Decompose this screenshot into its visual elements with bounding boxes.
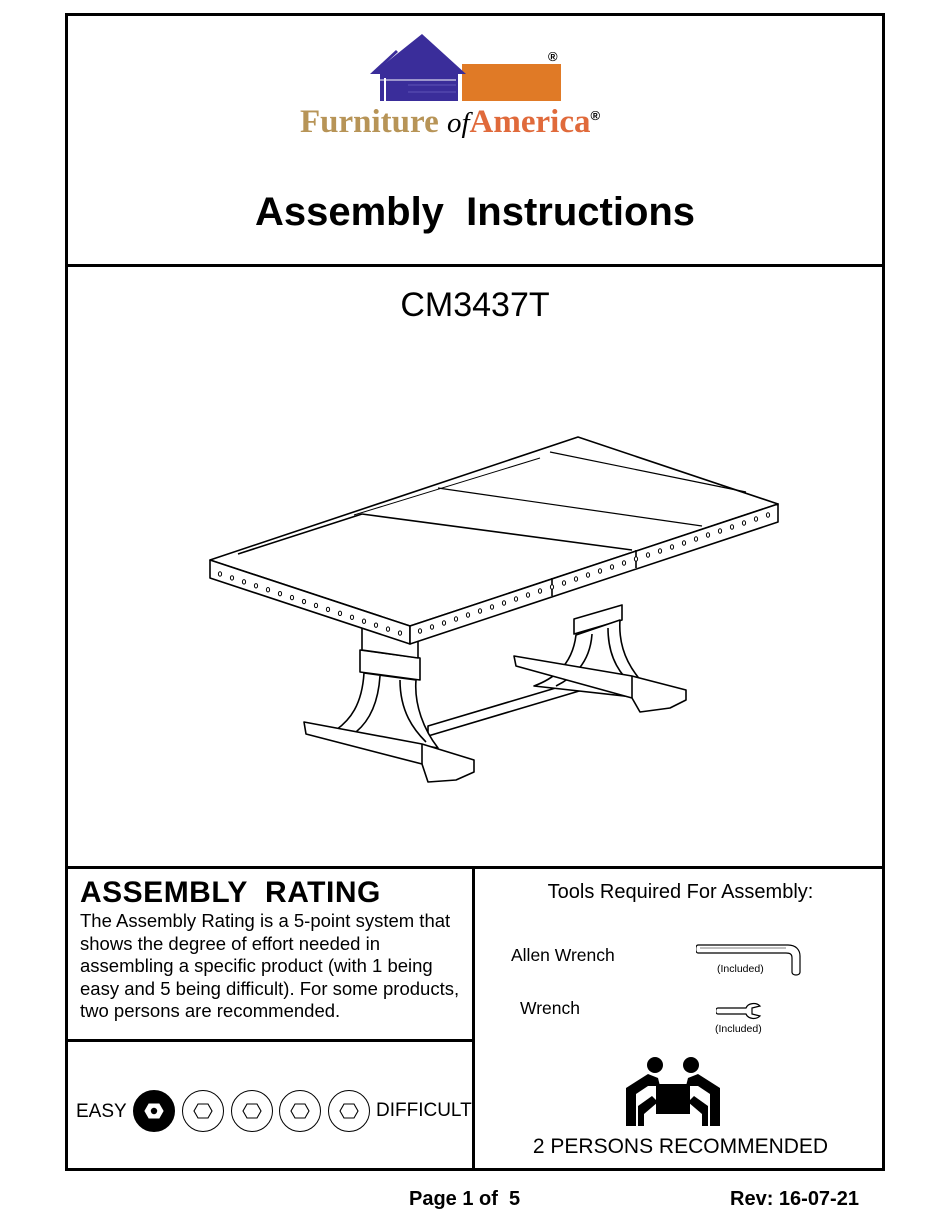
brand-name [300,104,600,141]
header-divider [65,264,885,267]
brand-word-america: America [469,104,591,140]
hex-nut-icon [339,1101,359,1121]
difficult-label: DIFFICULT [376,1100,472,1121]
registered-mark: ® [548,49,558,64]
wrench-note: (Included) [715,1023,762,1035]
info-column-divider [472,866,475,1171]
rating-circle-5 [328,1090,370,1132]
info-divider [65,866,885,869]
tool-name-allen-wrench: Allen Wrench [511,945,615,965]
brand-word-furniture: Furniture [300,104,439,140]
dining-table-illustration [200,430,790,790]
rating-circle-4 [279,1090,321,1132]
tools-heading: Tools Required For Assembly: [547,881,814,903]
hex-nut-icon [290,1101,310,1121]
hex-nut-icon [242,1101,262,1121]
allen-wrench-note: (Included) [717,963,764,975]
page-number: Page 1 of 5 [409,1188,521,1210]
product-model: CM3437T [400,286,550,324]
rating-divider [65,1039,475,1042]
persons-recommended-label: 2 PERSONS RECOMMENDED [532,1135,829,1158]
rating-circle-1 [133,1090,175,1132]
page-title: Assembly Instructions [254,190,696,234]
brand-word-of: of [446,107,470,139]
wrench-icon [716,1002,762,1020]
rating-heading: ASSEMBLY RATING [80,876,381,909]
brand-registered-mark: ® [590,108,601,123]
brand-logo-icon [368,30,568,106]
two-persons-lifting-icon [622,1056,724,1128]
easy-label: EASY [76,1101,127,1122]
rating-circle-2 [182,1090,224,1132]
tool-name-wrench: Wrench [520,998,580,1018]
revision-date: Rev: 16-07-21 [730,1188,859,1210]
hex-nut-icon [144,1101,164,1121]
rating-circle-3 [231,1090,273,1132]
rating-description: The Assembly Rating is a 5-point system that shows the degree of effort needed in assembling a specific product (with 1 being easy and 5 being difficult). For some products, two persons are recommended. [80,910,460,1021]
hex-nut-icon [193,1101,213,1121]
